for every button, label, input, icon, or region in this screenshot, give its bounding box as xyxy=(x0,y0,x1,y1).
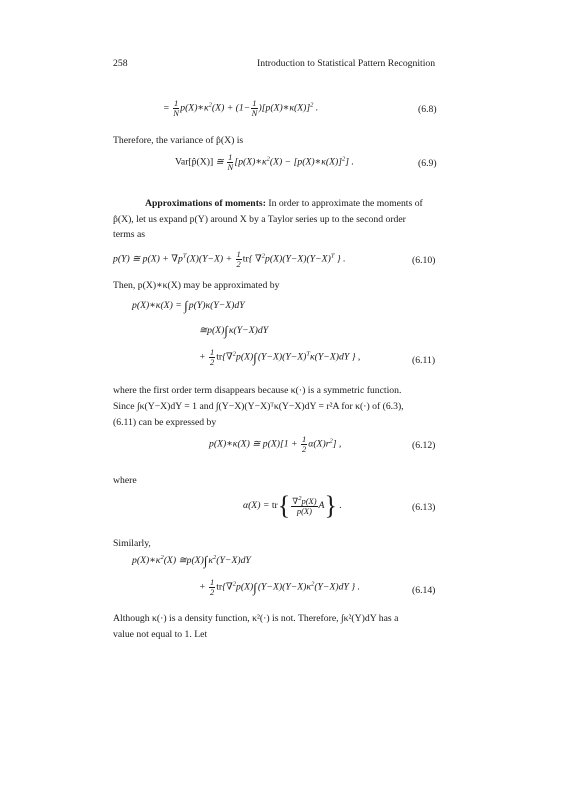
equation-6-11-line3: + $\frac{1}{2}$ $tr\{\nabla^2p(X)\int(Y-X)(Y-X)^T\kappa(Y-X)dY$ } , xyxy=(199,347,361,367)
paragraph-similarly: Similarly, xyxy=(113,538,151,549)
approx-heading: Approximations of moments: xyxy=(145,198,266,209)
paragraph-although-a: Although κ(·) is a density function, κ²(·) is not. Therefore, ∫κ²(Y)dY has a xyxy=(113,613,399,624)
eq-number-6-10: (6.10) xyxy=(412,255,436,266)
running-title: Introduction to Statistical Pattern Recognition xyxy=(257,58,436,69)
paragraph-where1-a: where the first order term disappears because κ(·) is a symmetric function. xyxy=(113,385,402,396)
equation-6-13: α(X) = tr{ $\frac{\nabla^2p(X)}{p(X)}$ A} . xyxy=(243,491,342,520)
approx-line1-rest: In order to approximate the moments of xyxy=(265,198,423,209)
paragraph-approx-line1 xyxy=(145,198,423,210)
equation-6-10: p(Y) ≅ $p(X) + \nabla p^T(X)(Y-X)$ + $\frac{1}{2}$ tr{ $\nabla^2p(X)(Y-X)(Y-X)^T$ } . xyxy=(113,249,346,269)
paragraph-where1-b: Since ∫κ(Y−X)dY = 1 and ∫(Y−X)(Y−X)ᵀκ(Y−X)dY = r²A for κ(·) of (6.3), xyxy=(113,401,404,412)
eq-number-6-14: (6.14) xyxy=(412,585,436,596)
equation-6-11-line2: ≅p(X)∫κ(Y−X)dY xyxy=(199,323,269,338)
equation-6-8: = $\frac{1}{N}$ $p(X)∗\kappa^2(X) + (1-$ $\frac{1}{N}$ )[p(X)∗κ(X)]$^2$ . xyxy=(163,98,319,118)
paragraph-where2: where xyxy=(113,475,137,486)
equation-6-9: Var[p̂(X)] ≅ $\frac{1}{N}$ [$p(X)∗\kappa^2(X)$ − [p(X)∗κ(X)]$^2$] . xyxy=(175,152,354,172)
equation-6-12: p(X)∗κ(X) ≅ p(X)[1 + $\frac{1}{2}$ $\alpha(X)r^2$] , xyxy=(209,434,342,454)
equation-6-14-line1: $p(X)∗\kappa^2(X)$ $≅p(X)\int\kappa^2(Y-X)dY$ xyxy=(132,553,251,568)
eq-number-6-9: (6.9) xyxy=(418,158,437,169)
paragraph-although-b: value not equal to 1. Let xyxy=(113,629,208,640)
page-number: 258 xyxy=(113,58,128,69)
equation-6-14-line2: + $\frac{1}{2}$ $tr\{\nabla^2p(X)\int(Y-X)(Y-X)\kappa^2(Y-X)dY$ } . xyxy=(199,577,360,597)
eq-number-6-11: (6.11) xyxy=(412,355,436,366)
paragraph-approx-line2: p̂(X), let us expand p(Y) around X by a Taylor series up to the second order xyxy=(113,214,406,225)
eq-number-6-13: (6.13) xyxy=(412,502,436,513)
paragraph-variance: Therefore, the variance of p̂(X) is xyxy=(113,135,244,146)
paragraph-approx-line3: terms as xyxy=(113,229,146,240)
paragraph-then: Then, p(X)∗κ(X) may be approximated by xyxy=(113,280,280,291)
paragraph-where1-c: (6.11) can be expressed by xyxy=(113,417,217,428)
eq-number-6-12: (6.12) xyxy=(412,440,436,451)
equation-6-11-line1: p(X)∗κ(X) = ∫p(Y)κ(Y−X)dY xyxy=(132,298,245,313)
eq-number-6-8: (6.8) xyxy=(418,104,437,115)
